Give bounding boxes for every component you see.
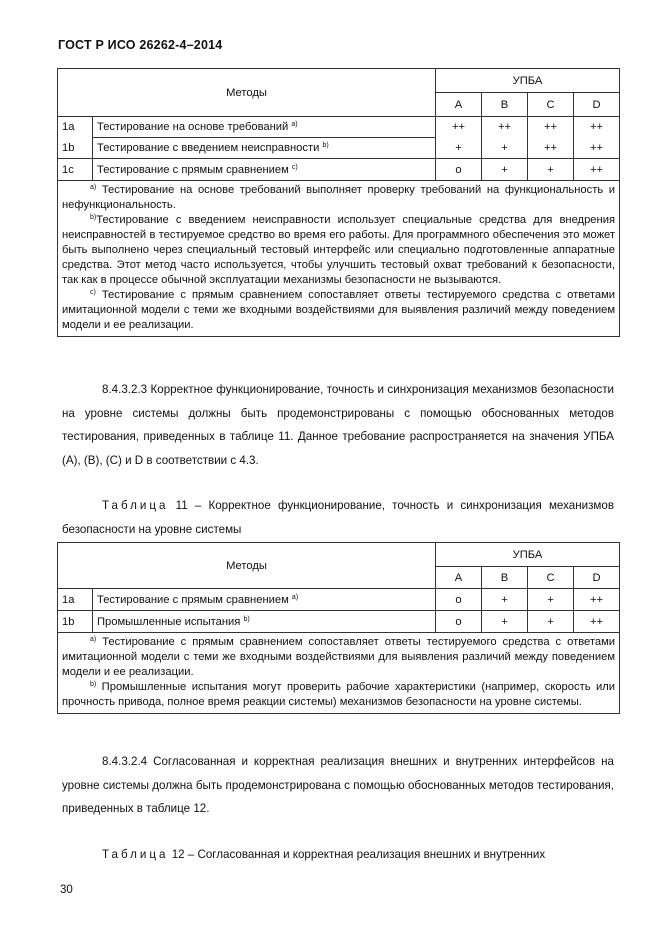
table-11 — [57, 542, 620, 714]
document-header: ГОСТ Р ИСО 26262-4–2014 — [58, 38, 223, 52]
row-id: 1b — [58, 611, 93, 633]
table-row — [58, 589, 620, 611]
level-header: B — [482, 567, 528, 589]
table-row — [58, 117, 620, 138]
method-cell: Тестирование с прямым сравнением $^{a)}$ — [93, 589, 436, 611]
footnote: $^{a)}$ Тестирование с прямым сравнением сопоставляет ответы тестируемого средства с ответами имитационной модели с теми же входными воздействиями для выявления различий между поведением модели и ее реализации. — [62, 636, 616, 678]
footnote: $^{b)}$ Промышленные испытания могут проверить рабочие характеристики (например, скорость или прочность привода, полное время реакции системы) механизмов безопасности на уровне системы. — [62, 681, 616, 708]
paragraph-8-4-3-2-4: 8.4.3.2.4 Согласованная и корректная реализация внешних и внутренних интерфейсов на уровне системы должна быть продемонстрирована с помощью обоснованных методов тестирования, приведенных в таблице 12. — [62, 755, 614, 815]
level-header: D — [574, 567, 620, 589]
value-cell: ++ — [574, 159, 620, 181]
value-cell: + — [482, 159, 528, 181]
method-cell: Промышленные испытания $^{b)}$ — [93, 611, 436, 633]
row-id: 1b — [58, 138, 93, 159]
upba-header: УПБА — [436, 69, 620, 93]
level-header: A — [436, 93, 482, 117]
row-id: 1a — [58, 117, 93, 138]
level-header: C — [528, 93, 574, 117]
value-cell: ++ — [574, 589, 620, 611]
page-number: 30 — [60, 884, 73, 896]
table-11-caption: Таблица 11 – Корректное функционирование, точность и синхронизация механизмов безопасности на уровне системы — [62, 499, 614, 536]
footnote: $^{c)}$ Тестирование с прямым сравнением сопоставляет ответы тестируемого средства с ответами имитационной модели с теми же входными воздействиями для выявления различий между поведением модели и ее реализации. — [62, 289, 616, 331]
methods-header: Методы — [58, 543, 436, 589]
value-cell: ++ — [574, 138, 620, 159]
value-cell: + — [482, 138, 528, 159]
level-header: B — [482, 93, 528, 117]
value-cell: ++ — [482, 117, 528, 138]
table-notes — [58, 181, 620, 337]
value-cell: ++ — [528, 117, 574, 138]
value-cell: o — [436, 159, 482, 181]
value-cell: ++ — [574, 611, 620, 633]
table-row — [58, 611, 620, 633]
method-cell: Тестирование на основе требований $^{a)}$ — [93, 117, 436, 138]
footnote: $^{b)}$Тестирование с введением неисправности использует специальные средства для внедрения неисправностей в тестируемое средство во время его работы. Для программного обеспечения это может быть выполнено через специальный тестовый интерфейс или специально подготовленные аппаратные средства. Этот метод часто используется, чтобы улучшить тестовый охват требований к безопасности, так как в процессе обычной эксплуатации механизмы безопасности не вызываются. — [62, 214, 616, 286]
value-cell: + — [482, 611, 528, 633]
method-cell: Тестирование с введением неисправности $^{b)}$ — [93, 138, 436, 159]
value-cell: + — [436, 138, 482, 159]
method-cell: Тестирование с прямым сравнением $^{c)}$ — [93, 159, 436, 181]
value-cell: o — [436, 611, 482, 633]
value-cell: + — [528, 159, 574, 181]
table-row — [58, 159, 620, 181]
value-cell: ++ — [436, 117, 482, 138]
table-10 — [57, 68, 620, 337]
level-header: C — [528, 567, 574, 589]
table-notes — [58, 633, 620, 714]
value-cell: ++ — [528, 138, 574, 159]
table-row — [58, 138, 620, 159]
value-cell: + — [482, 589, 528, 611]
footnote: $^{a)}$ Тестирование на основе требований выполняет проверку требований на функциональность и нефункциональность. — [62, 184, 616, 211]
methods-header: Методы — [58, 69, 436, 117]
table-12-caption: Таблица 12 – Согласованная и корректная реализация внешних и внутренних — [102, 848, 546, 861]
value-cell: ++ — [574, 117, 620, 138]
upba-header: УПБА — [436, 543, 620, 567]
row-id: 1c — [58, 159, 93, 181]
value-cell: + — [528, 589, 574, 611]
value-cell: + — [528, 611, 574, 633]
level-header: A — [436, 567, 482, 589]
row-id: 1a — [58, 589, 93, 611]
paragraph-8-4-3-2-3: 8.4.3.2.3 Корректное функционирование, точность и синхронизация механизмов безопасности на уровне системы должны быть продемонстрированы с помощью обоснованных методов тестирования, приведенных в таблице 11. Данное требование распространяется на значения УПБА (A), (B), (C) и D в соответствии с 4.3. — [62, 383, 614, 467]
level-header: D — [574, 93, 620, 117]
value-cell: o — [436, 589, 482, 611]
